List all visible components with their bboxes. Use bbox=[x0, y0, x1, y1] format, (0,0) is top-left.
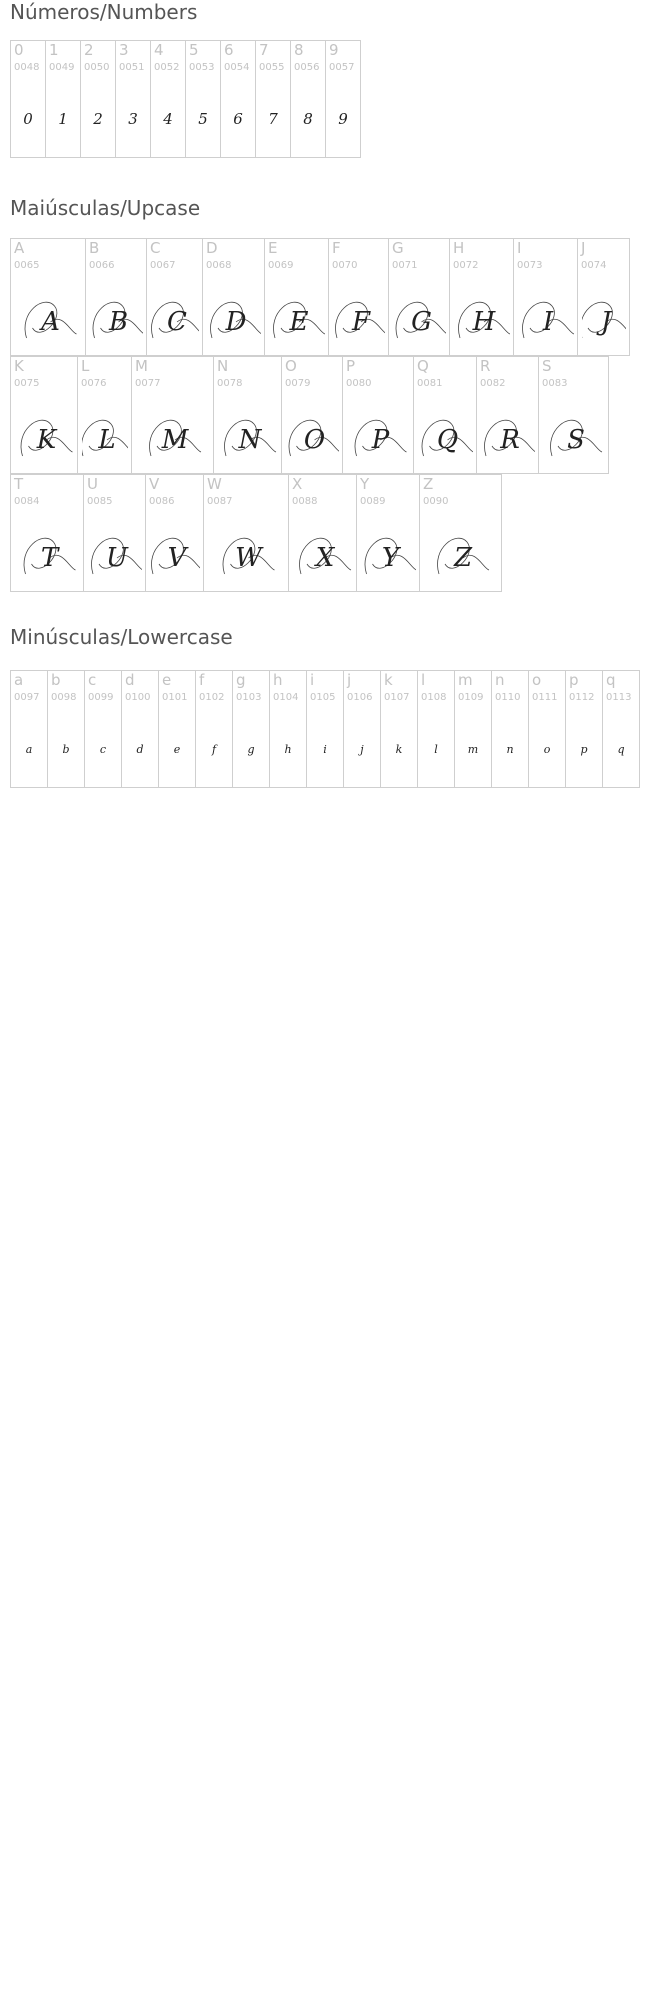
glyph-sample bbox=[420, 515, 501, 591]
glyph-sample bbox=[578, 279, 629, 355]
glyph-sample: d bbox=[136, 742, 144, 756]
glyph-cell bbox=[417, 670, 455, 788]
glyph-character: W bbox=[207, 475, 222, 493]
glyph-sample bbox=[214, 397, 281, 473]
glyph-cell bbox=[10, 670, 48, 788]
glyph-sample: 7 bbox=[268, 110, 278, 128]
glyph-character: O bbox=[285, 357, 297, 375]
glyph-character: n bbox=[495, 671, 505, 689]
svg-text:Q: Q bbox=[436, 425, 458, 455]
glyph-character: E bbox=[268, 239, 278, 257]
glyph-cell bbox=[325, 40, 361, 158]
glyph-cell bbox=[491, 670, 529, 788]
glyph-cell bbox=[577, 238, 630, 356]
glyph-cell bbox=[449, 238, 514, 356]
glyph-character: F bbox=[332, 239, 341, 257]
glyph-code: 0054 bbox=[224, 62, 250, 73]
glyph-code: 0103 bbox=[236, 692, 262, 703]
glyph-cell bbox=[195, 670, 233, 788]
glyph-character: 3 bbox=[119, 41, 129, 59]
glyph-code: 0050 bbox=[84, 62, 110, 73]
glyph-sample bbox=[343, 397, 413, 473]
glyph-code: 0111 bbox=[532, 692, 558, 703]
glyph-sample: e bbox=[173, 742, 181, 756]
glyph-code: 0065 bbox=[14, 260, 40, 271]
glyph-cell bbox=[47, 670, 85, 788]
glyph-code: 0055 bbox=[259, 62, 285, 73]
glyph-character: m bbox=[458, 671, 473, 689]
glyph-code: 0089 bbox=[360, 496, 386, 507]
glyph-cell bbox=[45, 40, 81, 158]
glyph-cell bbox=[281, 356, 343, 474]
glyph-cell bbox=[203, 474, 289, 592]
glyph-character: K bbox=[14, 357, 24, 375]
glyph-sample bbox=[132, 397, 213, 473]
glyph-sample: 3 bbox=[128, 110, 138, 128]
glyph-code: 0112 bbox=[569, 692, 595, 703]
glyph-cell bbox=[80, 40, 116, 158]
glyph-sample: b bbox=[62, 742, 70, 756]
glyph-character: J bbox=[581, 239, 586, 257]
glyph-sample: 2 bbox=[93, 110, 103, 128]
glyph-sample: i bbox=[323, 742, 327, 756]
glyph-cell bbox=[528, 670, 566, 788]
glyph-sample bbox=[329, 279, 388, 355]
section-title: Números/Numbers bbox=[10, 0, 198, 24]
glyph-cell bbox=[264, 238, 329, 356]
glyph-character: 9 bbox=[329, 41, 339, 59]
glyph-character: N bbox=[217, 357, 229, 375]
glyph-sample bbox=[389, 279, 449, 355]
glyph-row bbox=[10, 40, 360, 158]
glyph-cell bbox=[380, 670, 418, 788]
glyph-cell bbox=[115, 40, 151, 158]
glyph-cell bbox=[269, 670, 307, 788]
glyph-character: P bbox=[346, 357, 356, 375]
glyph-code: 0099 bbox=[88, 692, 114, 703]
glyph-code: 0085 bbox=[87, 496, 113, 507]
svg-text:S: S bbox=[566, 425, 585, 455]
glyph-cell bbox=[202, 238, 265, 356]
glyph-sample bbox=[78, 397, 131, 473]
svg-text:C: C bbox=[166, 307, 187, 337]
glyph-sample: 5 bbox=[198, 110, 208, 128]
glyph-character: C bbox=[150, 239, 161, 257]
svg-text:V: V bbox=[167, 543, 186, 573]
glyph-cell bbox=[388, 238, 450, 356]
glyph-character: Q bbox=[417, 357, 429, 375]
glyph-code: 0102 bbox=[199, 692, 225, 703]
glyph-code: 0057 bbox=[329, 62, 355, 73]
glyph-code: 0107 bbox=[384, 692, 410, 703]
glyph-character: U bbox=[87, 475, 98, 493]
glyph-cell bbox=[419, 474, 502, 592]
glyph-character: l bbox=[421, 671, 426, 689]
glyph-character: 1 bbox=[49, 41, 59, 59]
glyph-character: D bbox=[206, 239, 218, 257]
glyph-cell bbox=[213, 356, 282, 474]
glyph-cell bbox=[356, 474, 420, 592]
glyph-cell bbox=[150, 40, 186, 158]
glyph-code: 0084 bbox=[14, 496, 40, 507]
svg-text:N: N bbox=[238, 425, 261, 455]
glyph-character: 6 bbox=[224, 41, 234, 59]
glyph-sample bbox=[204, 515, 288, 591]
glyph-sample: 8 bbox=[303, 110, 313, 128]
glyph-cell bbox=[306, 670, 344, 788]
glyph-sample bbox=[539, 397, 608, 473]
glyph-sample bbox=[357, 515, 419, 591]
glyph-character: e bbox=[162, 671, 172, 689]
glyph-code: 0090 bbox=[423, 496, 449, 507]
glyph-code: 0049 bbox=[49, 62, 75, 73]
glyph-sample bbox=[477, 397, 538, 473]
svg-text:G: G bbox=[410, 307, 432, 337]
glyph-cell bbox=[328, 238, 389, 356]
svg-text:B: B bbox=[108, 307, 128, 337]
glyph-sample: f bbox=[211, 742, 217, 756]
glyph-character: k bbox=[384, 671, 393, 689]
glyph-cell bbox=[121, 670, 159, 788]
glyph-sample: k bbox=[395, 742, 403, 756]
glyph-cell bbox=[84, 670, 122, 788]
glyph-character: R bbox=[480, 357, 491, 375]
glyph-character: j bbox=[347, 671, 352, 689]
glyph-code: 0079 bbox=[285, 378, 311, 389]
glyph-cell bbox=[10, 356, 78, 474]
glyph-cell bbox=[146, 238, 203, 356]
glyph-sample: p bbox=[580, 742, 588, 756]
svg-text:D: D bbox=[225, 307, 246, 337]
glyph-sample: c bbox=[99, 742, 107, 756]
glyph-character: d bbox=[125, 671, 135, 689]
glyph-code: 0097 bbox=[14, 692, 40, 703]
glyph-row bbox=[10, 356, 608, 474]
glyph-character: a bbox=[14, 671, 24, 689]
glyph-cell bbox=[538, 356, 609, 474]
glyph-sample bbox=[11, 397, 77, 473]
glyph-code: 0068 bbox=[206, 260, 232, 271]
glyph-cell bbox=[131, 356, 214, 474]
glyph-character: q bbox=[606, 671, 616, 689]
glyph-sample: n bbox=[506, 742, 514, 756]
glyph-character: 8 bbox=[294, 41, 304, 59]
glyph-sample: h bbox=[284, 742, 292, 756]
glyph-sample: l bbox=[434, 742, 438, 756]
glyph-sample bbox=[146, 515, 203, 591]
section-title: Minúsculas/Lowercase bbox=[10, 625, 233, 649]
glyph-cell bbox=[10, 474, 84, 592]
glyph-code: 0076 bbox=[81, 378, 107, 389]
glyph-character: H bbox=[453, 239, 465, 257]
glyph-cell bbox=[290, 40, 326, 158]
glyph-cell bbox=[255, 40, 291, 158]
glyph-character: o bbox=[532, 671, 542, 689]
glyph-cell bbox=[513, 238, 578, 356]
glyph-sample bbox=[147, 279, 202, 355]
glyph-code: 0051 bbox=[119, 62, 145, 73]
glyph-sample bbox=[11, 515, 83, 591]
glyph-sample: 4 bbox=[163, 110, 173, 128]
glyph-code: 0070 bbox=[332, 260, 358, 271]
svg-text:A: A bbox=[40, 307, 60, 337]
glyph-code: 0078 bbox=[217, 378, 243, 389]
glyph-cell bbox=[454, 670, 492, 788]
svg-text:I: I bbox=[542, 307, 553, 337]
glyph-cell bbox=[343, 670, 381, 788]
glyph-cell bbox=[602, 670, 640, 788]
glyph-character: 7 bbox=[259, 41, 269, 59]
svg-text:H: H bbox=[472, 307, 495, 337]
glyph-cell bbox=[83, 474, 146, 592]
glyph-sample: g bbox=[247, 742, 255, 756]
glyph-cell bbox=[10, 238, 86, 356]
glyph-character: B bbox=[89, 239, 100, 257]
glyph-code: 0086 bbox=[149, 496, 175, 507]
svg-text:T: T bbox=[40, 543, 58, 573]
glyph-code: 0073 bbox=[517, 260, 543, 271]
glyph-code: 0077 bbox=[135, 378, 161, 389]
glyph-character: Y bbox=[360, 475, 370, 493]
glyph-cell bbox=[220, 40, 256, 158]
glyph-character: c bbox=[88, 671, 97, 689]
glyph-cell bbox=[413, 356, 477, 474]
glyph-sample: 0 bbox=[23, 110, 33, 128]
glyph-code: 0066 bbox=[89, 260, 115, 271]
svg-text:X: X bbox=[315, 543, 334, 573]
glyph-sample bbox=[414, 397, 476, 473]
section-title: Maiúsculas/Upcase bbox=[10, 196, 201, 220]
glyph-sample bbox=[203, 279, 264, 355]
svg-text:Z: Z bbox=[453, 543, 472, 573]
svg-text:P: P bbox=[371, 425, 389, 455]
glyph-sample: 6 bbox=[233, 110, 243, 128]
svg-text:W: W bbox=[234, 543, 262, 573]
glyph-code: 0053 bbox=[189, 62, 215, 73]
glyph-code: 0106 bbox=[347, 692, 373, 703]
glyph-sample bbox=[265, 279, 328, 355]
glyph-sample: q bbox=[617, 742, 625, 756]
glyph-character: f bbox=[199, 671, 205, 689]
glyph-cell bbox=[185, 40, 221, 158]
glyph-character: V bbox=[149, 475, 160, 493]
glyph-character: A bbox=[14, 239, 25, 257]
glyph-code: 0081 bbox=[417, 378, 443, 389]
glyph-character: M bbox=[135, 357, 148, 375]
svg-text:J: J bbox=[600, 307, 611, 337]
glyph-code: 0067 bbox=[150, 260, 176, 271]
svg-text:F: F bbox=[351, 307, 370, 337]
glyph-character: X bbox=[292, 475, 303, 493]
glyph-sample: o bbox=[543, 742, 551, 756]
glyph-code: 0110 bbox=[495, 692, 521, 703]
glyph-code: 0071 bbox=[392, 260, 418, 271]
glyph-character: g bbox=[236, 671, 246, 689]
glyph-code: 0052 bbox=[154, 62, 180, 73]
glyph-code: 0088 bbox=[292, 496, 318, 507]
glyph-code: 0069 bbox=[268, 260, 294, 271]
glyph-sample: 9 bbox=[338, 110, 348, 128]
glyph-code: 0087 bbox=[207, 496, 233, 507]
glyph-cell bbox=[145, 474, 204, 592]
glyph-code: 0072 bbox=[453, 260, 479, 271]
svg-text:Y: Y bbox=[381, 543, 399, 573]
svg-text:O: O bbox=[303, 425, 325, 455]
glyph-character: h bbox=[273, 671, 283, 689]
glyph-row bbox=[10, 238, 629, 356]
glyph-character: S bbox=[542, 357, 552, 375]
glyph-sample: j bbox=[360, 742, 364, 756]
glyph-code: 0080 bbox=[346, 378, 372, 389]
glyph-character: G bbox=[392, 239, 404, 257]
glyph-code: 0048 bbox=[14, 62, 40, 73]
glyph-code: 0113 bbox=[606, 692, 632, 703]
svg-text:U: U bbox=[105, 543, 128, 573]
glyph-character: 4 bbox=[154, 41, 164, 59]
glyph-cell bbox=[77, 356, 132, 474]
svg-text:M: M bbox=[161, 425, 188, 455]
glyph-cell bbox=[232, 670, 270, 788]
glyph-sample bbox=[289, 515, 356, 591]
glyph-cell bbox=[565, 670, 603, 788]
glyph-cell bbox=[10, 40, 46, 158]
glyph-code: 0101 bbox=[162, 692, 188, 703]
glyph-character: 0 bbox=[14, 41, 24, 59]
svg-text:E: E bbox=[289, 307, 308, 337]
glyph-code: 0056 bbox=[294, 62, 320, 73]
glyph-code: 0082 bbox=[480, 378, 506, 389]
glyph-code: 0108 bbox=[421, 692, 447, 703]
glyph-sample bbox=[450, 279, 513, 355]
glyph-sample: a bbox=[25, 742, 33, 756]
glyph-code: 0075 bbox=[14, 378, 40, 389]
glyph-sample bbox=[86, 279, 146, 355]
glyph-row bbox=[10, 670, 639, 788]
glyph-character: T bbox=[14, 475, 24, 493]
glyph-sample bbox=[84, 515, 145, 591]
svg-text:K: K bbox=[36, 425, 56, 455]
glyph-cell bbox=[342, 356, 414, 474]
glyph-sample bbox=[282, 397, 342, 473]
glyph-code: 0100 bbox=[125, 692, 151, 703]
glyph-code: 0098 bbox=[51, 692, 77, 703]
glyph-character: Z bbox=[423, 475, 434, 493]
glyph-sample bbox=[514, 279, 577, 355]
glyph-character: 2 bbox=[84, 41, 94, 59]
svg-text:L: L bbox=[97, 425, 116, 455]
svg-text:R: R bbox=[499, 425, 520, 455]
glyph-row bbox=[10, 474, 501, 592]
glyph-cell bbox=[158, 670, 196, 788]
glyph-code: 0104 bbox=[273, 692, 299, 703]
glyph-character: p bbox=[569, 671, 579, 689]
glyph-code: 0109 bbox=[458, 692, 484, 703]
glyph-sample: m bbox=[467, 742, 479, 756]
glyph-cell bbox=[288, 474, 357, 592]
glyph-sample: 1 bbox=[58, 110, 68, 128]
glyph-character: b bbox=[51, 671, 61, 689]
glyph-character: i bbox=[310, 671, 315, 689]
glyph-code: 0074 bbox=[581, 260, 607, 271]
glyph-code: 0105 bbox=[310, 692, 336, 703]
glyph-code: 0083 bbox=[542, 378, 568, 389]
glyph-character: 5 bbox=[189, 41, 199, 59]
glyph-cell bbox=[85, 238, 147, 356]
glyph-sample bbox=[11, 279, 85, 355]
glyph-character: I bbox=[517, 239, 522, 257]
glyph-character: L bbox=[81, 357, 90, 375]
glyph-cell bbox=[476, 356, 539, 474]
